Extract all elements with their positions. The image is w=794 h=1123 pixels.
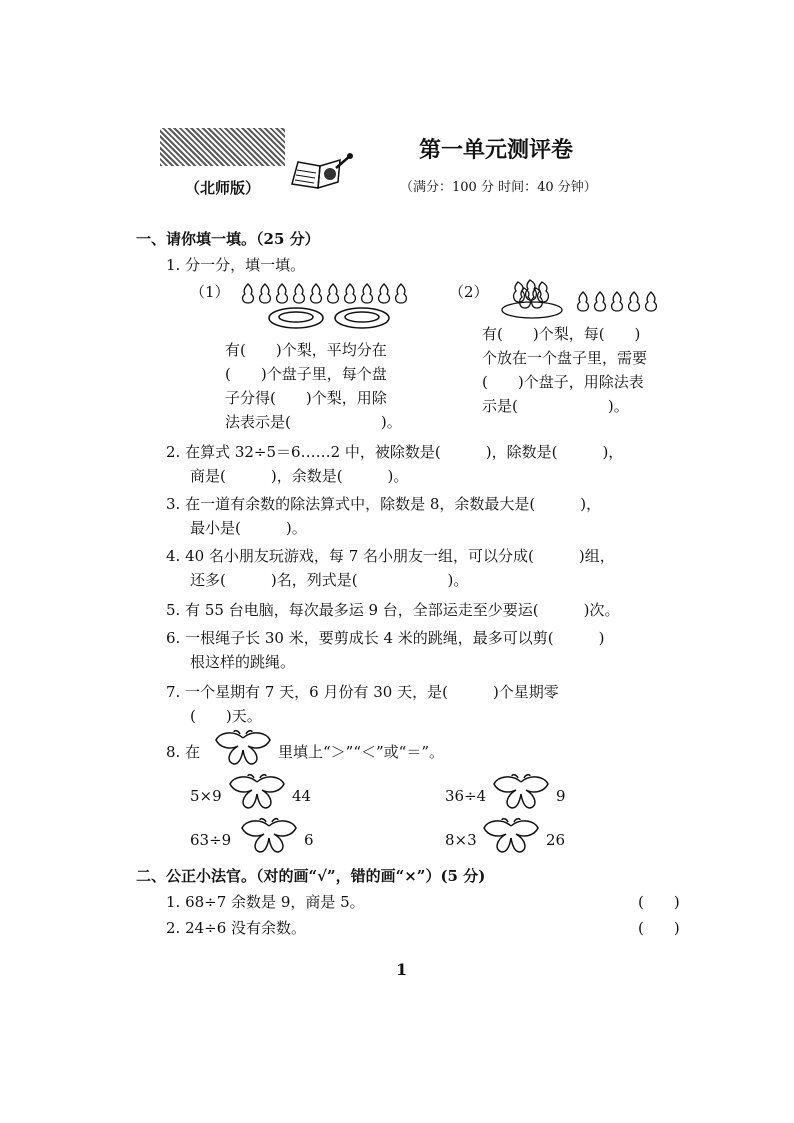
question-line: 还多( )名，列式是( )。	[190, 571, 469, 589]
butterfly-icon	[214, 728, 272, 768]
compare-right: 9	[556, 787, 566, 805]
question-3	[166, 492, 601, 540]
q1-part2-line: 示是( )。	[482, 397, 629, 415]
section-2-heading: 二、公正小法官。（对的画“√”，错的画“×”）(5 分)	[136, 867, 486, 885]
page-number: 1	[396, 960, 408, 979]
question-line: ( )天。	[190, 707, 262, 725]
compare-left: 36÷4	[445, 787, 487, 805]
q1-part1-line: 子分得( )个梨，用除	[225, 389, 387, 407]
q1-part1-text	[225, 338, 402, 434]
question-line: 2. 在算式 32÷5＝6……2 中，被除数是( )，除数是( )，	[166, 443, 624, 461]
compare-right: 44	[292, 787, 312, 805]
q1-part2-line: 个放在一个盘子里，需要	[482, 349, 648, 367]
pear-row-ten	[240, 282, 415, 308]
butterfly-blank[interactable]	[492, 772, 550, 812]
compare-right: 26	[546, 831, 566, 849]
judge-item-text: 1. 68÷7 余数是 9，商是 5。	[166, 893, 365, 911]
section-1-heading: 一、请你填一填。（25 分）	[136, 230, 320, 248]
q8-instruction: 里填上“＞”“＜”或“＝”。	[278, 743, 445, 761]
question-line: 5. 有 55 台电脑，每次最多运 9 台，全部运走至少要运( )次。	[166, 601, 620, 619]
q1-part1-line: ( )个盘子里，每个盘	[225, 365, 387, 383]
question-line: 最小是( )。	[190, 519, 307, 537]
question-line: 6. 一根绳子长 30 米，要剪成长 4 米的跳绳，最多可以剪( )	[166, 629, 605, 647]
butterfly-blank[interactable]	[228, 772, 286, 812]
compare-left: 8×3	[445, 831, 477, 849]
question-line: 4. 40 名小朋友玩游戏，每 7 名小朋友一组，可以分成( )组，	[166, 547, 615, 565]
question-5	[166, 598, 620, 622]
q1-part1-line: 有( )个梨，平均分在	[225, 341, 387, 359]
butterfly-blank[interactable]	[240, 816, 298, 856]
judge-item-text: 2. 24÷6 没有余数。	[166, 919, 307, 937]
butterfly-blank[interactable]	[482, 816, 540, 856]
q1-part2-text	[482, 322, 647, 418]
q8-prefix: 8. 在	[166, 743, 201, 761]
q1-part2-line: 有( )个梨，每( )	[482, 325, 641, 343]
question-6	[166, 626, 605, 674]
question-line: 7. 一个星期有 7 天，6 月份有 30 天，是( )个星期零	[166, 683, 559, 701]
compare-left: 63÷9	[190, 831, 232, 849]
judge-answer-blank[interactable]: ( )	[638, 893, 680, 911]
exam-meta: （满分：100 分 时间：40 分钟）	[400, 180, 597, 195]
question-line: 商是( )，余数是( )。	[190, 467, 409, 485]
edition-label: （北师版）	[185, 179, 261, 197]
q1-part2-line: ( )个盘子，用除法表	[482, 373, 644, 391]
decorative-badge-icon	[160, 128, 285, 166]
question-2	[166, 440, 623, 488]
book-icon	[288, 152, 358, 192]
question-line: 3. 在一道有余数的除法算式中，除数是 8，余数最大是( )，	[166, 495, 602, 513]
q1-part2-number: （2）	[449, 283, 489, 301]
pears-on-plate-icon	[500, 276, 665, 320]
q1-part1-line: 法表示是( )。	[225, 413, 402, 431]
question-line: 根这样的跳绳。	[190, 653, 296, 671]
plates-icon	[268, 306, 393, 332]
page-title: 第一单元测评卷	[419, 137, 574, 163]
compare-right: 6	[304, 831, 314, 849]
q1-lead: 1. 分一分，填一填。	[166, 256, 306, 274]
question-4	[166, 544, 615, 592]
pear-icons	[240, 282, 415, 304]
judge-answer-blank[interactable]: ( )	[638, 919, 680, 937]
question-7	[166, 680, 559, 728]
compare-left: 5×9	[190, 787, 222, 805]
q1-part1-number: （1）	[190, 283, 230, 301]
